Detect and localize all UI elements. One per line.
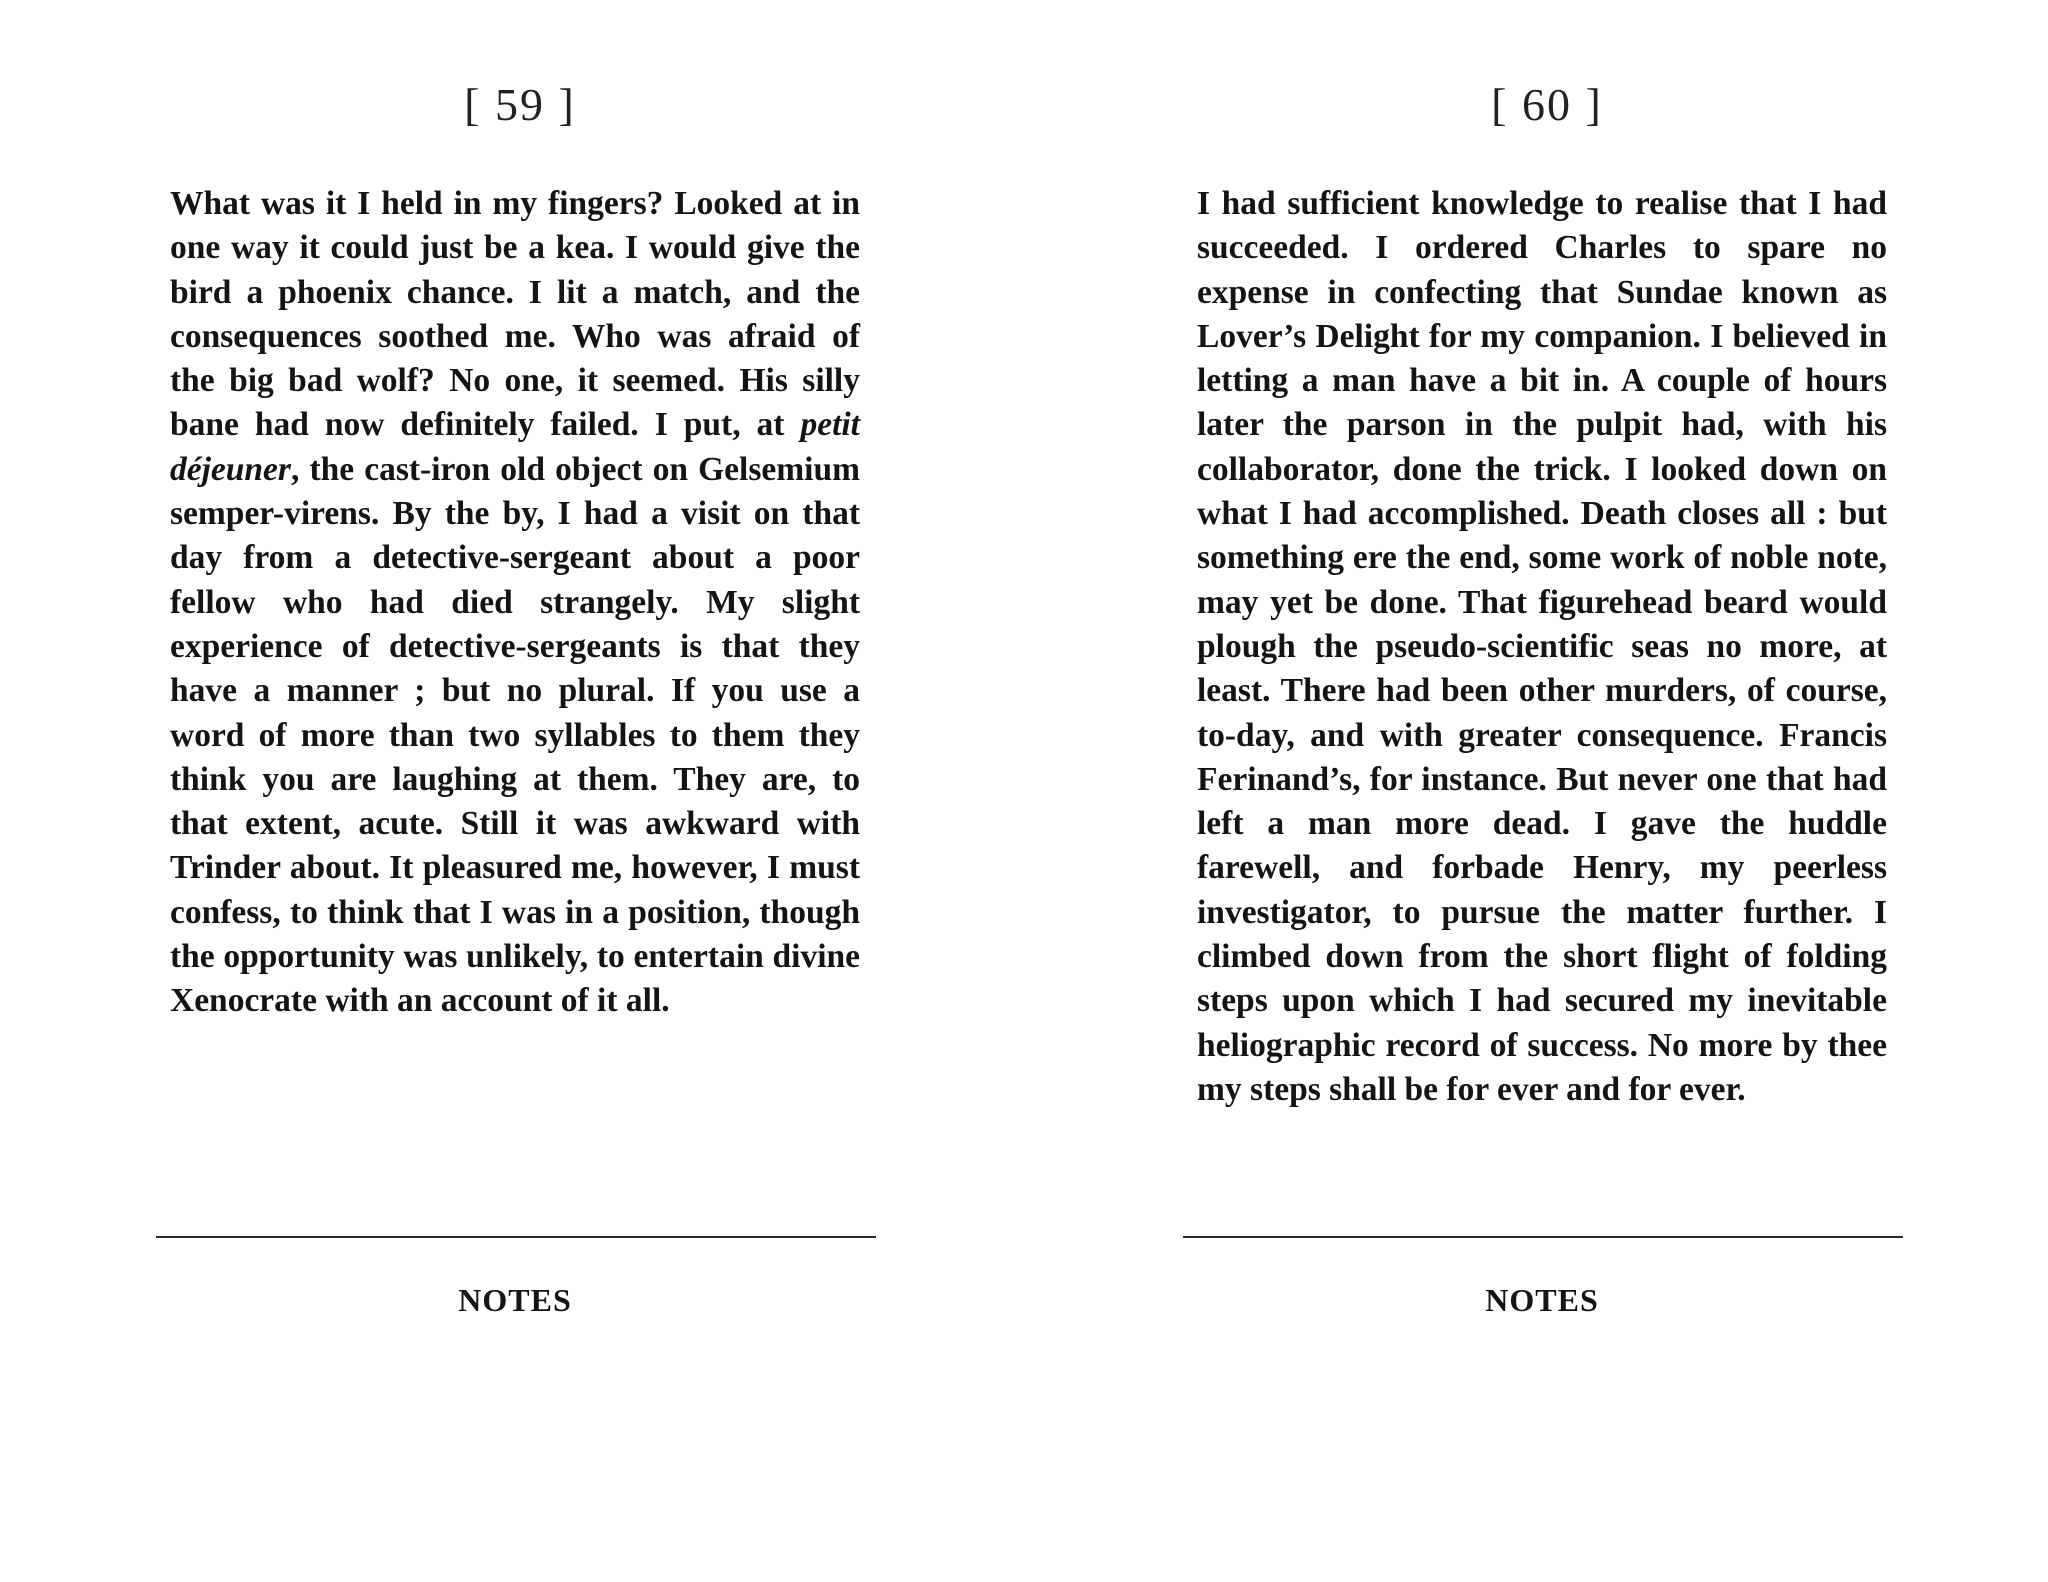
notes-heading: NOTES bbox=[458, 1282, 572, 1318]
page-number: [ 59 ] bbox=[464, 79, 576, 130]
notes-heading: NOTES bbox=[1485, 1282, 1599, 1318]
page-number: [ 60 ] bbox=[1491, 79, 1603, 130]
notes-divider bbox=[1183, 1236, 1903, 1238]
body-text-segment: , the cast-iron old object on Gelsemium semper-virens. By the by, I had a visit on that day from a detective-sergeant about a poor fellow who had died strangely. My slight experience of detective-sergeants is that they have a manner ; but no plural. If you use a word of more than two syllables to them they think you are laughing at them. They are, to that extent, acute. Still it was awkward with Trinder about. It pleasured me, however, I must confess, to think that I was in a position, though the opportunity was unlikely, to entertain divine Xenocrate with an account of it all. bbox=[170, 450, 860, 1020]
notes-divider bbox=[156, 1236, 876, 1238]
right-page bbox=[1197, 0, 1897, 1582]
body-paragraph: I had sufficient knowledge to realise that I had succeeded. I ordered Charles to spare no expense in confecting that Sundae known as Lover’s Delight for my companion. I believed in letting a man have a bit in. A couple of hours later the parson in the pulpit had, with his collaborator, done the trick. I looked down on what I had accomplished. Death closes all : but something ere the end, some work of noble note, may yet be done. That figurehead beard would plough the pseudo-scientific seas no more, at least. There had been other murders, of course, to-day, and with greater consequence. Francis Ferinand’s, for instance. But never one that had left a man more dead. I gave the huddle farewell, and forbade Henry, my peerless investigator, to pursue the matter further. I climbed down from the short flight of folding steps upon which I had secured my inevitable heliographic record of success. No more by thee my steps shall be for ever and for ever. bbox=[1197, 185, 1887, 1108]
italic-phrase: petit déjeuner bbox=[170, 406, 860, 488]
body-text-segment: What was it I held in my fingers? Looked at in one way it could just be a kea. I would give the bird a phoenix chance. I lit a match, and the consequences soothed me. Who was afraid of the big bad wolf? No one, it seemed. His silly bane had now definitely failed. I put, at bbox=[170, 185, 860, 444]
left-page bbox=[170, 0, 870, 1582]
body-paragraph bbox=[170, 182, 860, 1024]
